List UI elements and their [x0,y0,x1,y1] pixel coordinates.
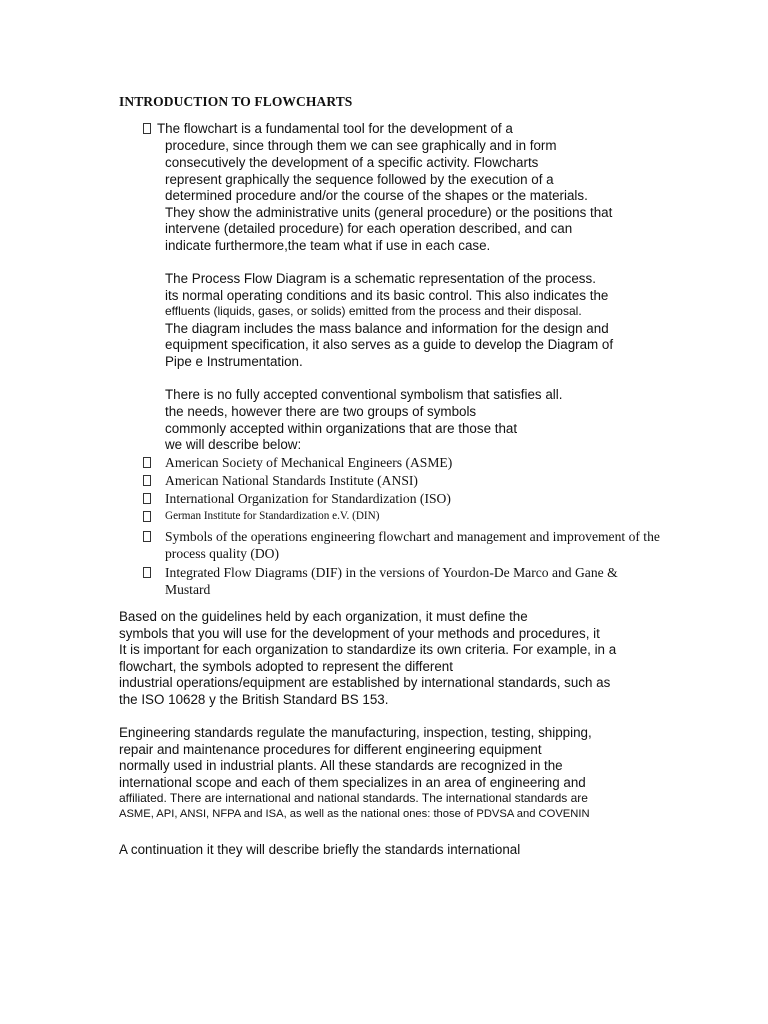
p5-line-3: normally used in industrial plants. All these standards are recognized in the [119,758,563,773]
p1-line-3: consecutively the development of a specific activity. Flowcharts [165,155,539,170]
p3-line-3: commonly accepted within organizations that are those that [165,421,518,436]
p3-line-4: we will describe below: [165,437,302,452]
p1-line-2: procedure, since through them we can see graphically and in form [165,138,557,153]
p5-line-1: Engineering standards regulate the manufacturing, inspection, testing, shipping, [119,725,592,740]
p4-line-3: It is important for each organization to standardize its own criteria. For example, in a [119,642,617,657]
list-item-dif-line-2: Mustard [165,582,211,597]
p5-line-6: ASME, API, ANSI, NFPA and ISA, as well as the national ones: those of PDVSA and COVENIN [119,808,590,820]
p1-line-8: indicate furthermore,the team what if use in each case. [165,238,491,253]
p4-line-5: industrial operations/equipment are established by international standards, such as [119,675,611,690]
p2-line-4: The diagram includes the mass balance and information for the design and [165,321,609,336]
list-item-do-line-1: Symbols of the operations engineering flowchart and management and improvement of the [165,529,660,544]
p2-line-5: equipment specification, it also serves as a guide to develop the Diagram of [165,337,614,352]
list-item-asme: American Society of Mechanical Engineers (ASME) [165,455,453,470]
p5-line-4: international scope and each of them specializes in an area of engineering and [119,775,586,790]
p1-line-4: represent graphically the sequence followed by the execution of a [165,172,554,187]
p1-line-7: intervene (detailed procedure) for each operation described, and can [165,221,573,236]
p2-line-6: Pipe e Instrumentation. [165,354,303,369]
p2-line-1: The Process Flow Diagram is a schematic representation of the process. [165,271,596,286]
p4-line-6: the ISO 10628 y the British Standard BS 153. [119,692,389,707]
p2-line-3: effluents (liquids, gases, or solids) emitted from the process and their disposal. [165,304,582,318]
p3-line-2: the needs, however there are two groups of symbols [165,404,477,419]
p1-line-5: determined procedure and/or the course of the shapes or the materials. [165,188,588,203]
list-item-ansi: American National Standards Institute (ANSI) [165,473,418,488]
bullet-box-icon [143,457,151,468]
p2-line-2: its normal operating conditions and its basic control. This also indicates the [165,288,609,303]
bullet-box-icon [143,567,151,578]
p5-line-5: affiliated. There are international and national standards. The international standards are [119,791,588,805]
document-title: INTRODUCTION TO FLOWCHARTS [119,94,353,109]
bullet-box-icon [143,493,151,504]
bullet-box-icon [143,531,151,542]
list-item-do-line-2: process quality (DO) [165,546,280,561]
list-item-dif-line-1: Integrated Flow Diagrams (DIF) in the versions of Yourdon-De Marco and Gane & [165,565,618,580]
list-item-iso: International Organization for Standardization (ISO) [165,491,451,506]
p1-line-6: They show the administrative units (general procedure) or the positions that [165,205,613,220]
p5-line-2: repair and maintenance procedures for different engineering equipment [119,742,542,757]
p1-line-1: The flowchart is a fundamental tool for the development of a [157,121,513,136]
p4-line-2: symbols that you will use for the development of your methods and procedures, it [119,626,600,641]
p3-line-1: There is no fully accepted conventional symbolism that satisfies all. [165,387,563,402]
bullet-box-icon [143,123,151,134]
bullet-box-icon [143,475,151,486]
p6-line-1: A continuation it they will describe briefly the standards international [119,842,521,857]
p4-line-4: flowchart, the symbols adopted to represent the different [119,659,453,674]
bullet-box-icon [143,511,151,522]
p4-line-1: Based on the guidelines held by each organization, it must define the [119,609,528,624]
list-item-din: German Institute for Standardization e.V. (DIN) [165,510,380,522]
